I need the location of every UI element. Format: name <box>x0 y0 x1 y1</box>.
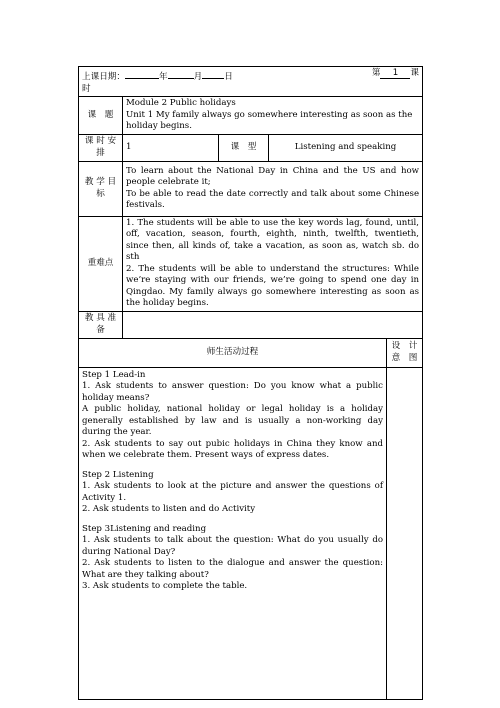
key-points-label: 重难点 <box>79 216 123 311</box>
date-line <box>82 68 233 84</box>
objective-item: To be able to read the date correctly and talk about some Chinese festivals. <box>126 188 420 210</box>
step-title: Step 2 Listening <box>82 469 154 480</box>
key-points-row <box>79 216 423 311</box>
key-points-value <box>123 216 423 311</box>
month-label: 月 <box>193 72 203 82</box>
lesson-plan-table <box>78 66 423 700</box>
materials-value[interactable] <box>123 311 423 338</box>
header-row <box>79 67 423 97</box>
key-point-item: 2. The students will be able to understand the structures: While we’re staying with our friends, we’re going to spend one day in Qingdao. My family always go somewhere interesting as soon as the holiday begins. <box>126 263 420 308</box>
step-item: 1. Ask students to look at the picture and answer the questions of Activity 1. <box>82 481 383 503</box>
step-item: 2. Ask students to say out pubic holidays in China they know and when we celebrate them. Present ways of express dates. <box>82 438 383 460</box>
type-value: Listening and speaking <box>269 134 423 161</box>
design-intent-value[interactable] <box>387 367 423 699</box>
materials-label: 教 具 准 备 <box>79 311 123 338</box>
lesson-suffix: 课 <box>410 68 420 78</box>
step-item: 3. Ask students to complete the table. <box>82 581 248 591</box>
year-label: 年 <box>158 72 168 82</box>
step-2 <box>82 470 383 516</box>
objectives-value <box>123 161 423 216</box>
day-label: 日 <box>224 72 233 82</box>
key-point-item: 1. The students will be able to use the key words lag, found, until, off, vacation, season, fourth, eighth, ninth, twelfth, twentieth, since then, all kinds of, take a vacation, as soon as, watch sb. do sth <box>126 217 420 262</box>
lesson-count <box>372 68 419 84</box>
step-item: A public holiday, national holiday or legal holiday is a holiday generally established by law and is usually a non-working day during the year. <box>82 404 383 437</box>
step-item: 2. Ask students to listen to the dialogue and answer the question: What are they talking about? <box>82 558 383 580</box>
month-blank[interactable] <box>168 68 194 79</box>
objectives-label: 教 学 目 标 <box>79 161 123 216</box>
process-header-row <box>79 338 423 367</box>
schedule-row <box>79 134 423 161</box>
process-title: 师生活动过程 <box>79 338 387 367</box>
schedule-hours: 1 <box>123 134 219 161</box>
topic-row <box>79 97 423 135</box>
step-item: 1. Ask students to answer question: Do you know what a public holiday means? <box>82 381 383 403</box>
date-label: 上课日期： <box>82 72 125 82</box>
step-item: 2. Ask students to listen and do Activity <box>82 504 256 514</box>
topic-module: Module 2 Public holidays <box>126 98 236 108</box>
step-item: 1. Ask students to talk about the question: What do you usually do during National Day? <box>82 535 383 557</box>
schedule-label: 课 时 安 排 <box>79 134 123 161</box>
header-cell <box>79 67 423 97</box>
lesson-number[interactable]: 1 <box>380 68 410 79</box>
step-3 <box>82 524 383 593</box>
lesson-prefix: 第 <box>371 68 381 78</box>
type-label: 课 型 <box>219 134 269 161</box>
lesson-suffix-2: 时 <box>82 83 91 94</box>
process-content-row <box>79 367 423 699</box>
topic-label: 课 题 <box>79 97 123 135</box>
topic-unit: Unit 1 My family always go somewhere interesting as soon as the holiday begins. <box>126 109 413 131</box>
topic-value <box>123 97 423 135</box>
objectives-row <box>79 161 423 216</box>
step-title: Step 3Listening and reading <box>82 523 207 534</box>
materials-row <box>79 311 423 338</box>
day-blank[interactable] <box>202 68 224 79</box>
process-content <box>79 367 387 699</box>
year-blank[interactable] <box>125 68 159 79</box>
objective-item: To learn about the National Day in China and the US and how people celebrate it; <box>126 165 420 187</box>
step-title: Step 1 Lead-in <box>82 369 146 380</box>
design-intent-label: 设 计 意 图 <box>387 338 423 367</box>
step-1 <box>82 370 383 462</box>
